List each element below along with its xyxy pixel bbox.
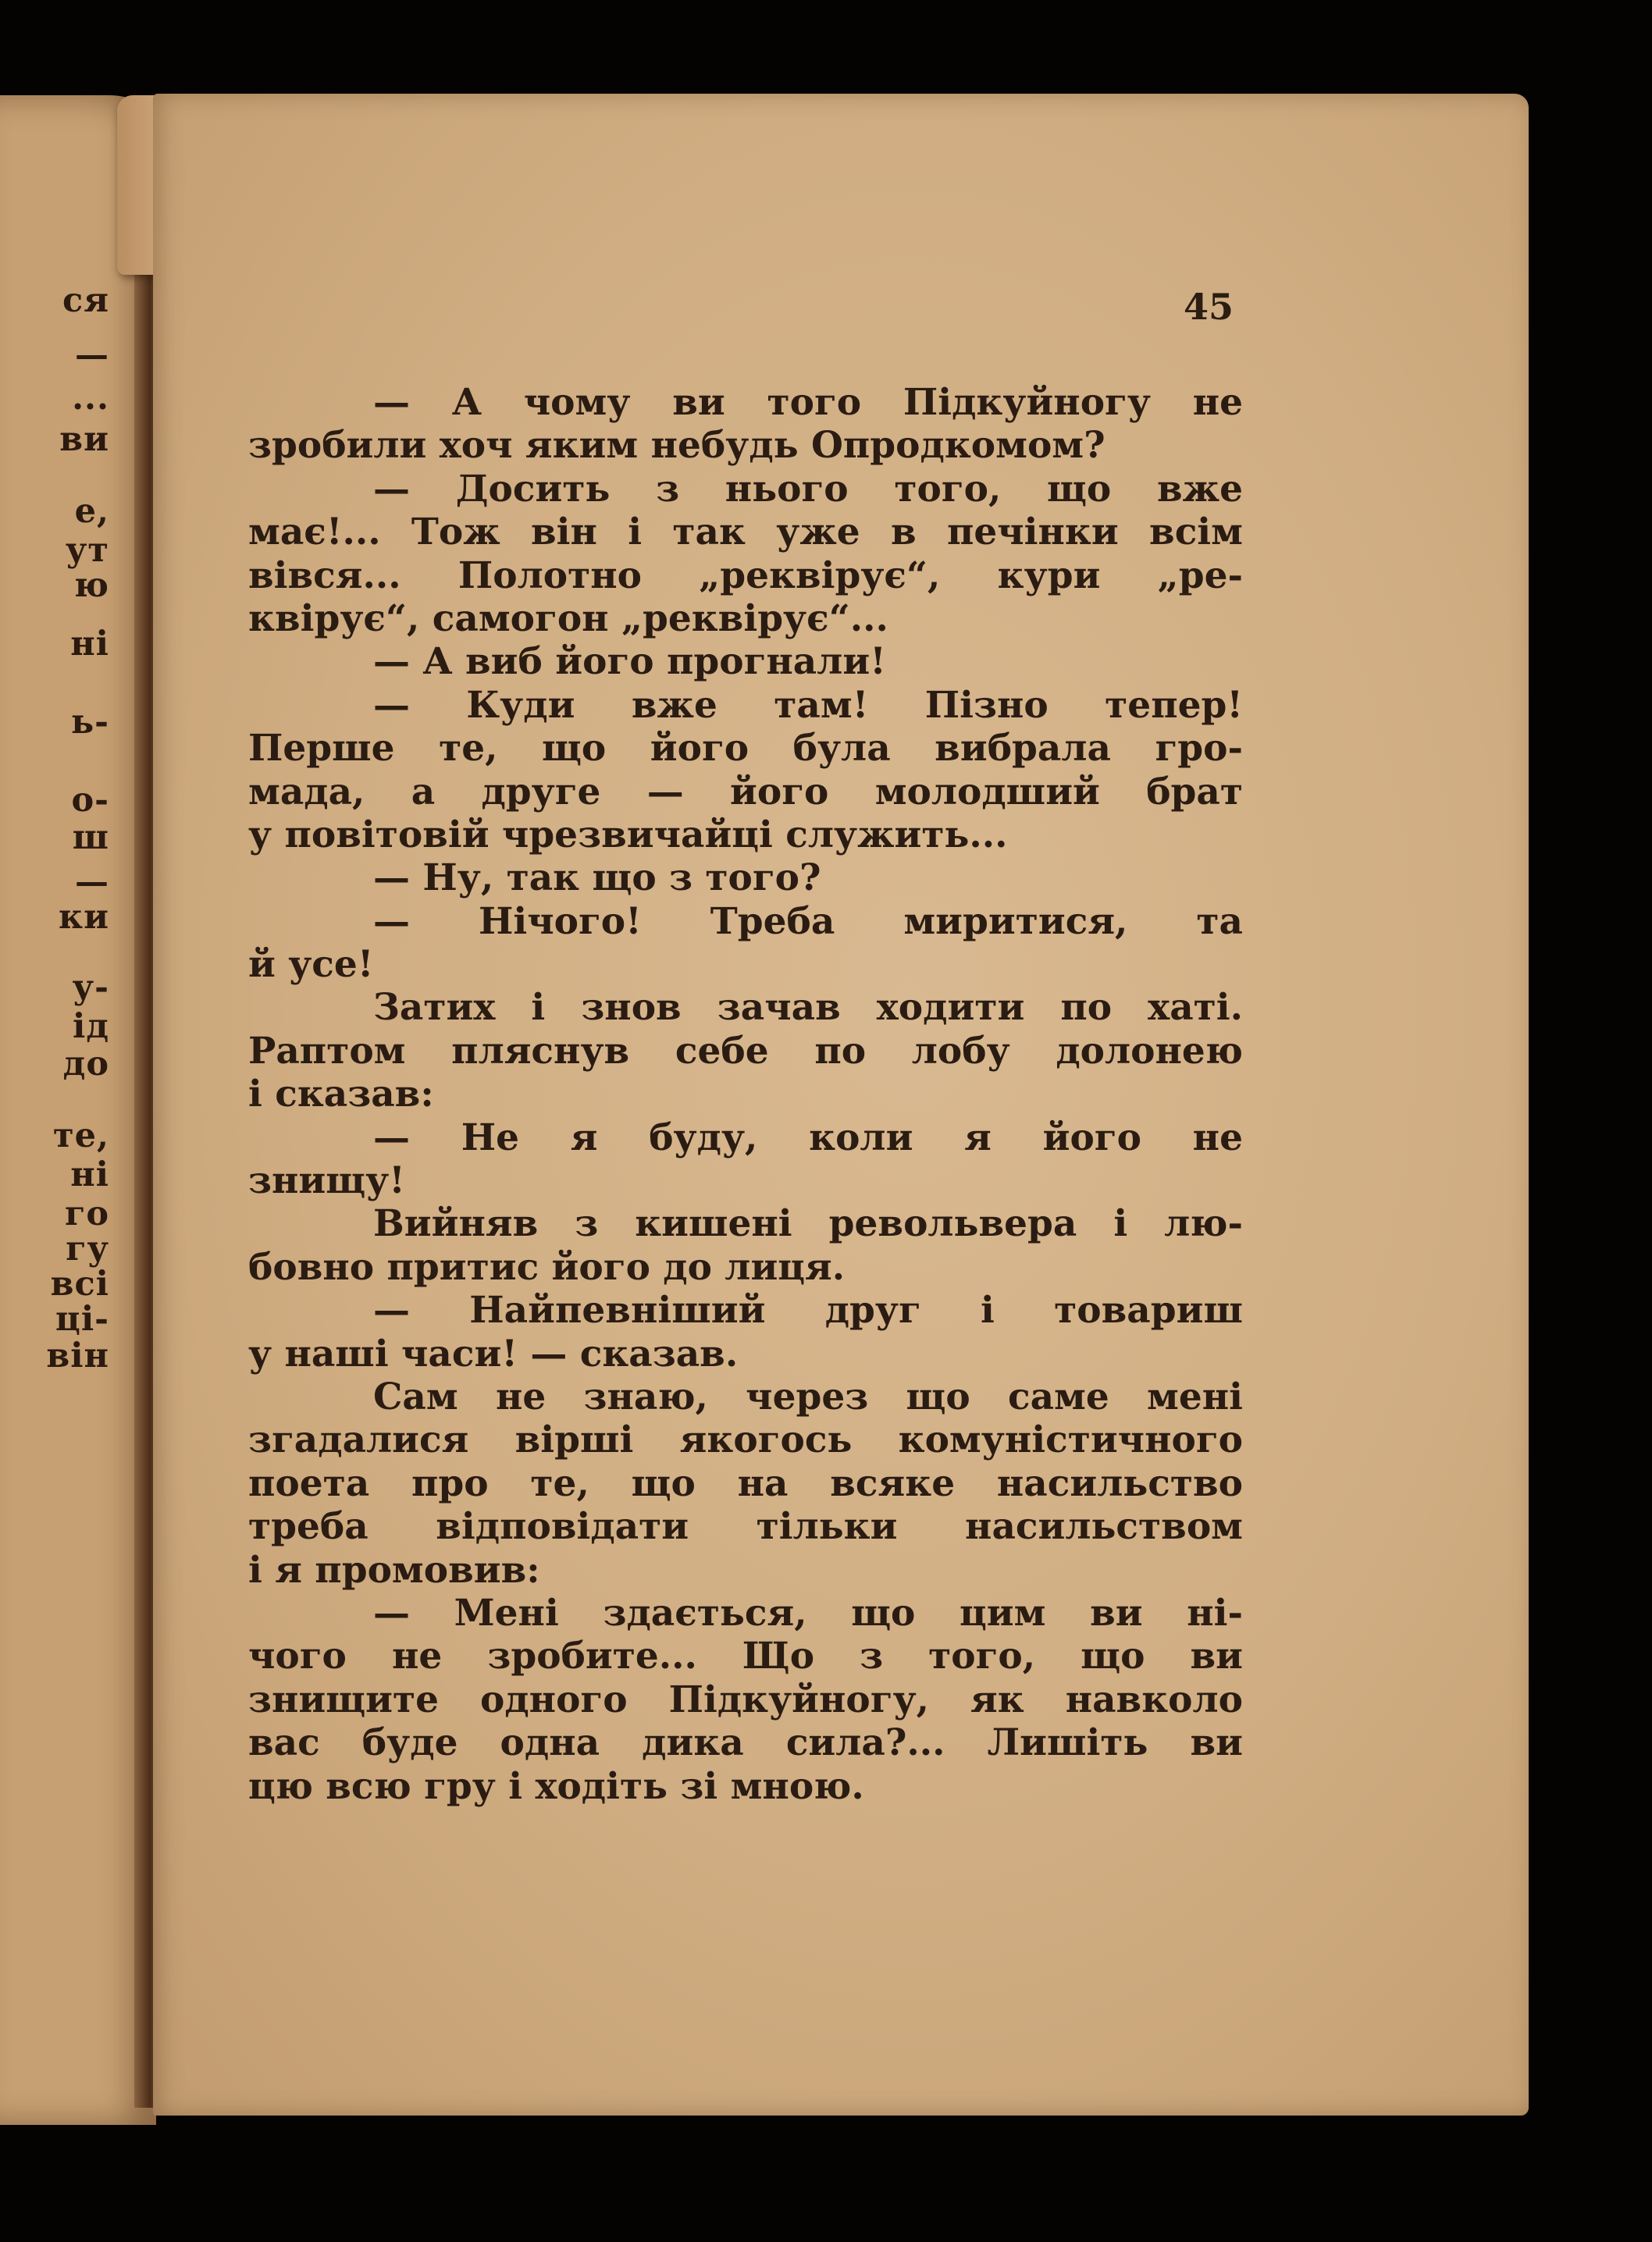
text-line: поета про те, що на всяке насильство <box>248 1461 1243 1505</box>
left-page-text-fragment: о- <box>71 781 109 820</box>
text-line: у наші часи! — сказав. <box>248 1332 739 1375</box>
text-line: чого не зробите... Що з того, що ви <box>248 1635 1243 1678</box>
left-page-text-fragment: го <box>64 1194 109 1233</box>
left-page-text-fragment: ут <box>65 531 109 570</box>
text-line: треба відповідати тільки насильством <box>248 1505 1243 1549</box>
text-line: й усе! <box>248 943 374 987</box>
text-line: знищу! <box>248 1159 405 1203</box>
text-line: цю всю гру і ходіть зі мною. <box>248 1764 864 1808</box>
left-page-text-fragment: — <box>75 336 109 375</box>
left-page-text-fragment: ш <box>72 818 109 857</box>
text-line: знищите одного Підкуйногу, як навколо <box>248 1678 1243 1721</box>
text-line: Вийняв з кишені револьвера і лю- <box>373 1202 1243 1246</box>
left-page-text-fragment: ні <box>70 625 109 664</box>
text-line: Сам не знаю, через що саме мені <box>373 1375 1243 1418</box>
left-page-text-fragment: всі <box>50 1265 109 1304</box>
text-line: — Ну, так що з того? <box>373 856 821 900</box>
left-page-text-fragment: — <box>75 863 109 902</box>
left-page-text-fragment: е, <box>74 492 109 531</box>
text-line: квірує“, самогон „реквірує“... <box>248 596 888 640</box>
page-text <box>248 381 1243 1808</box>
left-page-text-fragment: ь- <box>70 703 109 742</box>
text-line: — Куди вже там! Пізно тепер! <box>373 683 1243 727</box>
text-line: Перше те, що його була вибрала гро- <box>248 727 1243 770</box>
text-line: згадалися вірші якогось комуністичного <box>248 1418 1243 1462</box>
left-page-text-fragment: у- <box>72 968 109 1007</box>
text-line: — А виб його прогнали! <box>373 640 886 684</box>
text-line: і я промовив: <box>248 1548 540 1592</box>
text-line: — Найпевніший друг і товариш <box>373 1289 1243 1333</box>
left-page-text-fragment: ю <box>73 566 109 605</box>
previous-page <box>0 95 156 2125</box>
left-page-text-fragment: ... <box>72 379 109 418</box>
left-page-text-fragment: він <box>46 1336 109 1375</box>
left-page-text-fragment: ід <box>73 1007 109 1046</box>
text-line: — Мені здається, що цим ви ні- <box>373 1591 1243 1635</box>
text-line: має!... Тож він і так уже в печінки всім <box>248 511 1243 554</box>
text-line: мада, а друге — його молодший брат <box>248 770 1243 813</box>
text-line: — Досить з нього того, що вже <box>373 467 1243 511</box>
text-line: вівся... Полотно „реквірує“, кури „ре- <box>248 553 1243 597</box>
text-line: Раптом пляснув себе по лобу долонею <box>248 1029 1243 1073</box>
text-line: у повітовій чрезвичайці служить... <box>248 813 1008 856</box>
text-line: зробили хоч яким небудь Опродкомом? <box>248 424 1105 468</box>
text-line: — Нічого! Треба миритися, та <box>373 899 1243 943</box>
text-line: і сказав: <box>248 1073 434 1116</box>
left-page-text-fragment: ви <box>59 420 109 459</box>
left-page-text-fragment: ся <box>62 281 109 320</box>
left-page-text-fragment: ні <box>70 1155 109 1194</box>
left-page-text-fragment: ки <box>59 898 109 937</box>
text-line: — Не я буду, коли я його не <box>373 1116 1243 1159</box>
left-page-text-fragment: гу <box>66 1230 109 1269</box>
text-line: вас буде одна дика сила?... Лишіть ви <box>248 1721 1243 1765</box>
left-page-text-fragment: те, <box>53 1116 109 1155</box>
left-page-text-fragment: до <box>62 1044 109 1084</box>
text-line: — А чому ви того Підкуйногу не <box>373 381 1243 424</box>
left-page-text-fragment: ці- <box>55 1300 109 1339</box>
text-line: Затих і знов зачав ходити по хаті. <box>373 986 1243 1030</box>
page-number: 45 <box>1184 286 1234 328</box>
text-line: бовно притис його до лиця. <box>248 1245 846 1289</box>
